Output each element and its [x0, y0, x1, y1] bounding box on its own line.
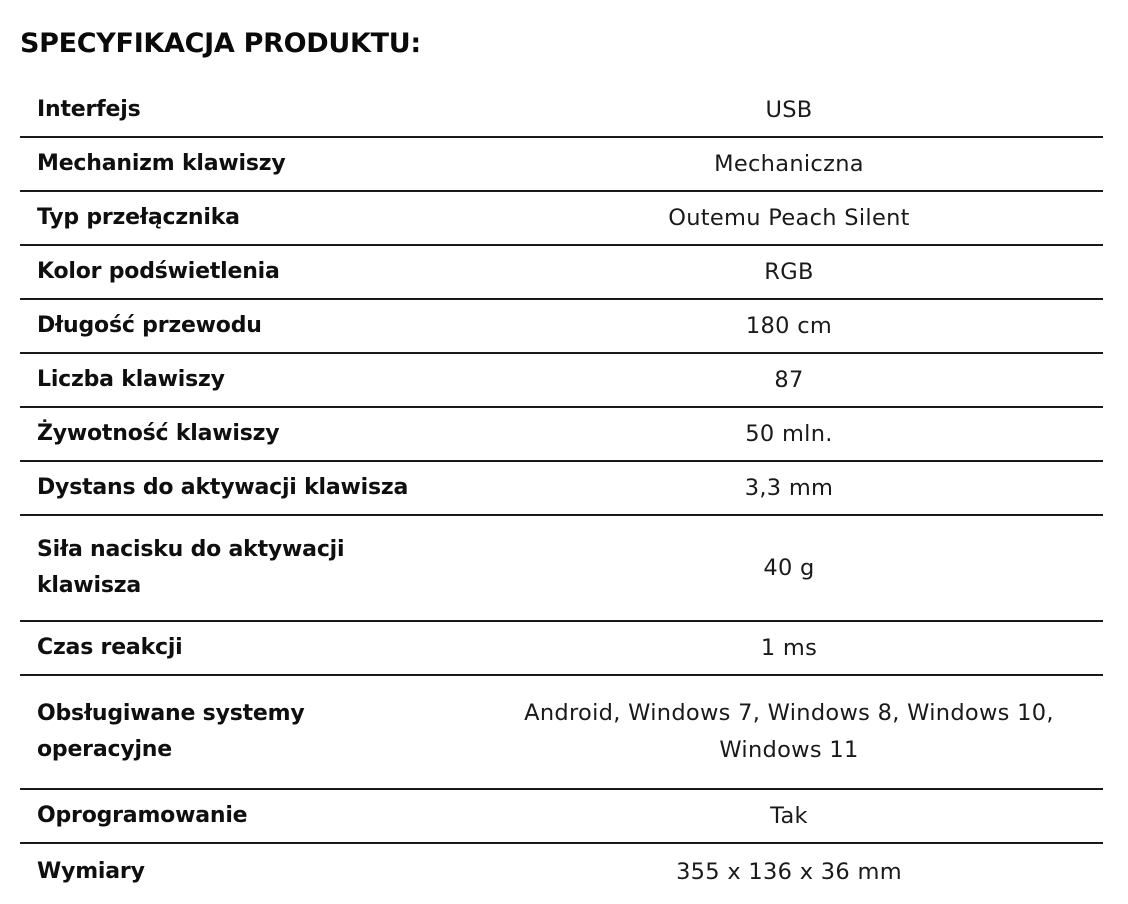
spec-value: Mechaniczna [475, 137, 1103, 191]
spec-label: Długość przewodu [20, 299, 475, 353]
spec-label: Kolor podświetlenia [20, 245, 475, 299]
spec-label: Dystans do aktywacji klawisza [20, 461, 475, 515]
spec-value: USB [475, 84, 1103, 137]
spec-row-actuation-force [20, 515, 1103, 621]
spec-value: 180 cm [475, 299, 1103, 353]
spec-row-backlight-color [20, 245, 1103, 299]
spec-row-dimensions [20, 843, 1103, 900]
spec-value: 1 ms [475, 621, 1103, 675]
spec-row-interface [20, 84, 1103, 137]
spec-value: Android, Windows 7, Windows 8, Windows 10, Windows 11 [475, 675, 1103, 789]
spec-value: 3,3 mm [475, 461, 1103, 515]
spec-table [20, 84, 1103, 900]
spec-value: 355 x 136 x 36 mm [676, 858, 902, 885]
spec-label: Wymiary [37, 859, 145, 884]
spec-label: Siła nacisku do aktywacji klawisza [20, 515, 475, 621]
spec-row-key-count [20, 353, 1103, 407]
spec-label: Mechanizm klawiszy [20, 137, 475, 191]
spec-row-key-mechanism [20, 137, 1103, 191]
spec-value: 50 mln. [475, 407, 1103, 461]
spec-value: RGB [475, 245, 1103, 299]
spec-row-software [20, 789, 1103, 843]
spec-row-key-lifespan [20, 407, 1103, 461]
spec-row-supported-os [20, 675, 1103, 789]
page-title: SPECYFIKACJA PRODUKTU: [20, 28, 421, 59]
spec-value: 87 [475, 353, 1103, 407]
spec-row-switch-type [20, 191, 1103, 245]
spec-label: Typ przełącznika [20, 191, 475, 245]
spec-label: Obsługiwane systemy operacyjne [20, 675, 475, 789]
spec-label: Czas reakcji [20, 621, 475, 675]
spec-label: Żywotność klawiszy [20, 407, 475, 461]
spec-value: 40 g [475, 515, 1103, 621]
spec-value: Tak [475, 789, 1103, 843]
spec-label: Liczba klawiszy [20, 353, 475, 407]
spec-value: Outemu Peach Silent [475, 191, 1103, 245]
spec-row-cable-length [20, 299, 1103, 353]
spec-row-actuation-distance [20, 461, 1103, 515]
spec-label: Interfejs [20, 84, 475, 137]
spec-label: Oprogramowanie [20, 789, 475, 843]
spec-row-response-time [20, 621, 1103, 675]
